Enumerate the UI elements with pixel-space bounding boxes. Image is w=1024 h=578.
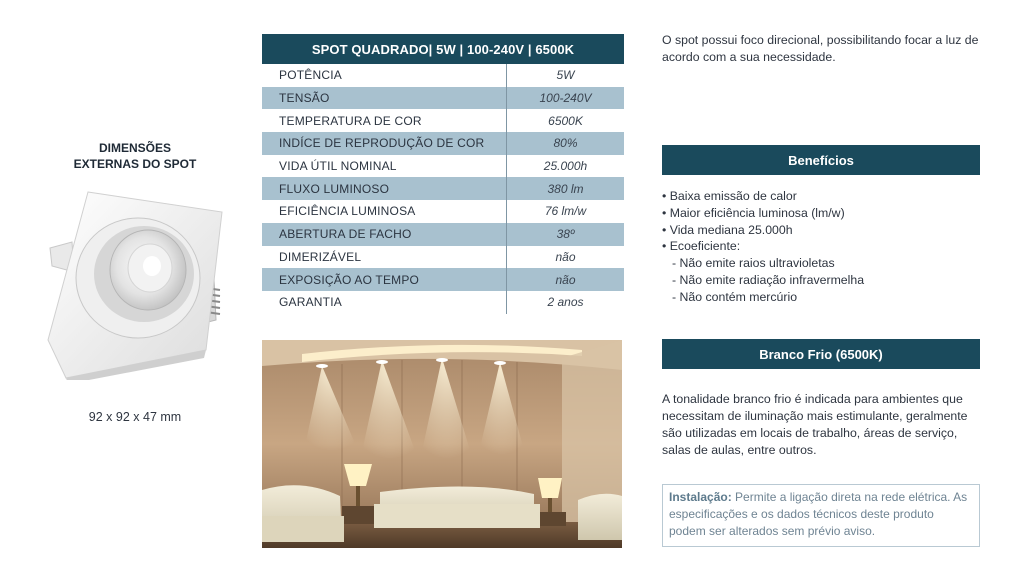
dimensions-title bbox=[60, 140, 210, 172]
spec-table-body bbox=[262, 64, 624, 314]
installation-label: Instalação: bbox=[669, 490, 732, 504]
dimensions-title-line2: EXTERNAS DO SPOT bbox=[73, 157, 197, 171]
spec-label: ABERTURA DE FACHO bbox=[279, 227, 412, 242]
benefit-sub-item: - Não contém mercúrio bbox=[672, 289, 798, 304]
spec-row bbox=[262, 109, 624, 132]
installation-text: Permite a ligação direta na rede elétrica. As especificações e os dados técnicos deste produto podem ser alterados sem prévio aviso. bbox=[669, 490, 968, 539]
spec-table bbox=[262, 34, 624, 314]
spec-value: não bbox=[506, 246, 624, 269]
spec-label: EXPOSIÇÃO AO TEMPO bbox=[279, 272, 420, 287]
spot-product-image bbox=[38, 190, 228, 380]
spec-row bbox=[262, 200, 624, 223]
spec-row bbox=[262, 87, 624, 110]
spec-label: TEMPERATURA DE COR bbox=[279, 113, 422, 128]
spec-label: FLUXO LUMINOSO bbox=[279, 181, 390, 196]
spec-row bbox=[262, 64, 624, 87]
spec-value: 5W bbox=[506, 64, 624, 87]
benefit-item: • Maior eficiência luminosa (lm/w) bbox=[662, 205, 845, 220]
room-photo bbox=[262, 340, 622, 548]
color-temp-description: A tonalidade branco frio é indicada para ambientes que necessitam de iluminação mais estimulante, geralmente são utilizadas em locais de trabalho, áreas de serviço, salas de aulas, entre outros. bbox=[662, 392, 968, 457]
spec-value: 380 lm bbox=[506, 177, 624, 200]
spec-row bbox=[262, 291, 624, 314]
spec-table-header: SPOT QUADRADO| 5W | 100-240V | 6500K bbox=[262, 34, 624, 64]
spec-value: 2 anos bbox=[506, 291, 624, 314]
spec-row bbox=[262, 177, 624, 200]
spec-value: 80% bbox=[506, 132, 624, 155]
spec-label: TENSÃO bbox=[279, 91, 330, 106]
benefits-header: Benefícios bbox=[662, 145, 980, 175]
benefits-list bbox=[662, 188, 982, 306]
color-temp-header: Branco Frio (6500K) bbox=[662, 339, 980, 369]
spec-value: 38º bbox=[506, 223, 624, 246]
spec-value: 76 lm/w bbox=[506, 200, 624, 223]
spec-row bbox=[262, 268, 624, 291]
spec-label: GARANTIA bbox=[279, 295, 342, 310]
spec-label: EFICIÊNCIA LUMINOSA bbox=[279, 204, 416, 219]
spec-value: 100-240V bbox=[506, 87, 624, 110]
intro-text: O spot possui foco direcional, possibilitando focar a luz de acordo com a sua necessidade. bbox=[662, 33, 979, 64]
spec-value: 6500K bbox=[506, 109, 624, 132]
spec-label: POTÊNCIA bbox=[279, 68, 342, 83]
benefit-item: • Ecoeficiente: bbox=[662, 239, 741, 254]
spec-value: não bbox=[506, 268, 624, 291]
spec-label: INDÍCE DE REPRODUÇÃO DE COR bbox=[279, 136, 485, 151]
benefit-item: • Baixa emissão de calor bbox=[662, 189, 797, 203]
benefit-sub-item: - Não emite raios ultravioletas bbox=[672, 256, 835, 271]
dimensions-size: 92 x 92 x 47 mm bbox=[88, 410, 182, 424]
benefit-sub-item: - Não emite radiação infravermelha bbox=[672, 272, 865, 287]
dimensions-title-line1: DIMENSÕES bbox=[98, 141, 171, 155]
spec-row bbox=[262, 155, 624, 178]
spec-label: VIDA ÚTIL NOMINAL bbox=[279, 159, 397, 174]
installation-notice bbox=[662, 484, 980, 547]
spec-value: 25.000h bbox=[506, 155, 624, 178]
spec-row bbox=[262, 223, 624, 246]
spec-row bbox=[262, 132, 624, 155]
spec-label: DIMERIZÁVEL bbox=[279, 249, 362, 264]
spec-row bbox=[262, 246, 624, 269]
benefit-item: • Vida mediana 25.000h bbox=[662, 222, 793, 237]
